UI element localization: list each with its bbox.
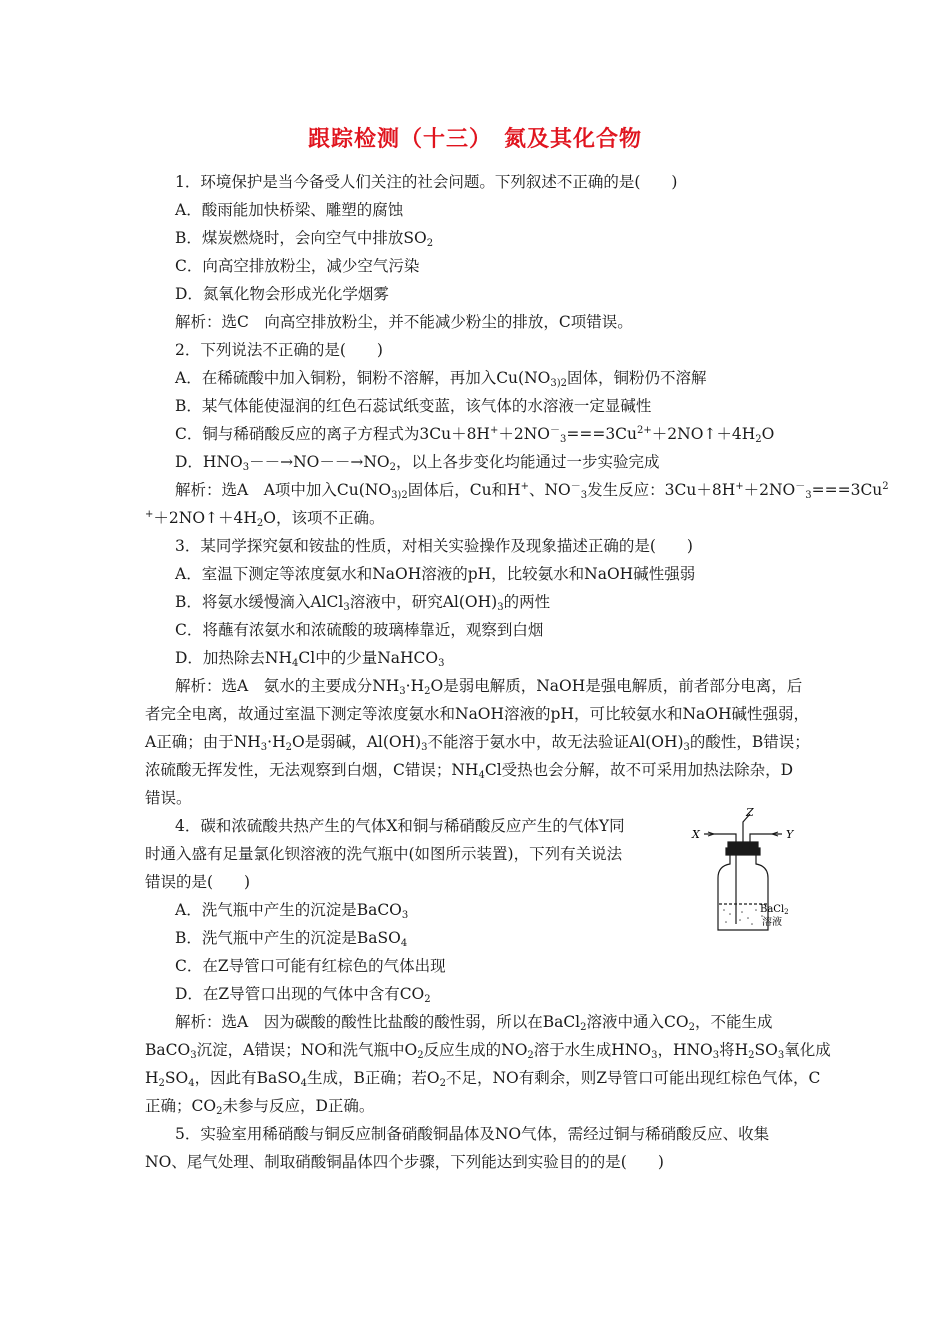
gas-washing-bottle-figure: [690, 808, 800, 936]
q2-option-d: D．$HNO_3--\to NO--\to NO_2$，以上各步变化均能通过一步实验完成: [175, 453, 660, 473]
q3-analysis-line4: 浓硫酸无挥发性，无法观察到白烟，C错误；$NH_4Cl$受热也会分解，故不可采用加热法除杂，D: [145, 761, 794, 781]
label-z: Z: [746, 808, 754, 819]
q4-stem-line3: 错误的是( ): [145, 873, 251, 891]
q3-option-b: B．将氨水缓慢滴入AlCl$_3$溶液中，研究$Al(OH)_3$的两性: [175, 593, 551, 613]
q3-analysis-line1: 解析：选A 氨水的主要成分$NH_3\cdot H_2O$是弱电解质，NaOH是强电解质，前者部分电离，后: [175, 677, 803, 697]
q4-option-a: A．洗气瓶中产生的沉淀是BaCO$_3$: [175, 901, 409, 921]
q5-stem-line1: 5．实验室用稀硝酸与铜反应制备硝酸铜晶体及NO气体，需经过铜与稀硝酸反应、收集: [175, 1125, 770, 1143]
q3-analysis-line3: A正确；由于$NH_3\cdot H_2O$是弱碱，$Al(OH)_3$不能溶于氨水中，故无法验证$Al(OH)_3$的酸性，B错误；: [145, 733, 810, 753]
page-title: 跟踪检测（十三） 氮及其化合物: [307, 127, 642, 152]
q5-stem-line2: NO、尾气处理、制取硝酸铜晶体四个步骤，下列能达到实验目的的是( ): [145, 1153, 664, 1171]
q2-option-c: C．铜与稀硝酸反应的离子方程式为$3Cu+8H^++2NO^-_3===3Cu^{2+}+2NO↑+4H_2O$: [175, 425, 775, 445]
label-x: X: [692, 828, 700, 841]
q2-analysis-line2: $^++2NO↑+4H_2O$，该项不正确。: [145, 509, 385, 529]
label-y: Y: [786, 828, 794, 841]
q3-analysis-line5: 错误。: [145, 789, 192, 807]
q1-option-a: A．酸雨能加快桥梁、雕塑的腐蚀: [175, 201, 404, 219]
q2-analysis-line1: 解析：选A A项中加入$Cu(NO_{3)2}$固体后，Cu和H+、$NO^-_3$发生反应：$3Cu+8H^++2NO^-_3===3Cu^2$: [175, 481, 889, 501]
q2-stem: 2．下列说法不正确的是( ): [175, 341, 383, 359]
q3-stem: 3．某同学探究氨和铵盐的性质，对相关实验操作及现象描述正确的是( ): [175, 537, 693, 555]
q4-option-c: C．在Z导管口可能有红棕色的气体出现: [175, 957, 446, 975]
q4-stem-line1: 4．碳和浓硫酸共热产生的气体X和铜与稀硝酸反应产生的气体Y同: [175, 817, 625, 835]
q3-analysis-line2: 者完全电离，故通过室温下测定等浓度氨水和NaOH溶液的pH，可比较氨水和NaOH碱性强弱，: [145, 705, 809, 723]
q4-stem-line2: 时通入盛有足量氯化钡溶液的洗气瓶中(如图所示装置)，下列有关说法: [145, 845, 623, 863]
q2-option-b: B．某气体能使湿润的红色石蕊试纸变蓝，该气体的水溶液一定显碱性: [175, 397, 652, 415]
q3-option-d: D．加热除去$NH_4Cl$中的少量NaHCO$_3$: [175, 649, 445, 669]
q4-analysis-line4: 正确；$CO_2$未参与反应，D正确。: [145, 1097, 375, 1117]
q1-option-d: D．氮氧化物会形成光化学烟雾: [175, 285, 389, 303]
q3-option-c: C．将蘸有浓氨水和浓硫酸的玻璃棒靠近，观察到白烟: [175, 621, 544, 639]
q4-analysis-line2: BaCO$_3$沉淀，A错误；NO和洗气瓶中$O_2$反应生成的$NO_2$溶于水生成$HNO_3$，$HNO_3$将$H_2SO_3$氧化成: [145, 1041, 831, 1061]
label-bacl2: BaCl$_2$: [760, 904, 789, 916]
q1-option-c: C．向高空排放粉尘，减少空气污染: [175, 257, 420, 275]
label-solution: 溶液: [762, 917, 782, 928]
q4-analysis-line3: $H_2SO_4$，因此有BaSO$_4$生成，B正确；若$O_2$不足，NO有剩余，则Z导管口可能出现红棕色气体，C: [145, 1069, 821, 1089]
q1-stem: 1．环境保护是当今备受人们关注的社会问题。下列叙述不正确的是( ): [175, 173, 678, 191]
q1-analysis: 解析：选C 向高空排放粉尘，并不能减少粉尘的排放，C项错误。: [175, 313, 633, 331]
q4-option-b: B．洗气瓶中产生的沉淀是BaSO$_4$: [175, 929, 408, 949]
q4-option-d: D．在Z导管口出现的气体中含有$CO_2$: [175, 985, 431, 1005]
q1-option-b: B．煤炭燃烧时，会向空气中排放$SO_2$: [175, 229, 434, 249]
q3-option-a: A．室温下测定等浓度氨水和NaOH溶液的pH，比较氨水和NaOH碱性强弱: [175, 565, 696, 583]
q4-analysis-line1: 解析：选A 因为碳酸的酸性比盐酸的酸性弱，所以在BaCl$_2$溶液中通入$CO_2$，不能生成: [175, 1013, 773, 1033]
q2-option-a: A．在稀硫酸中加入铜粉，铜粉不溶解，再加入$Cu(NO_{3)2}$固体，铜粉仍不溶解: [175, 369, 707, 389]
